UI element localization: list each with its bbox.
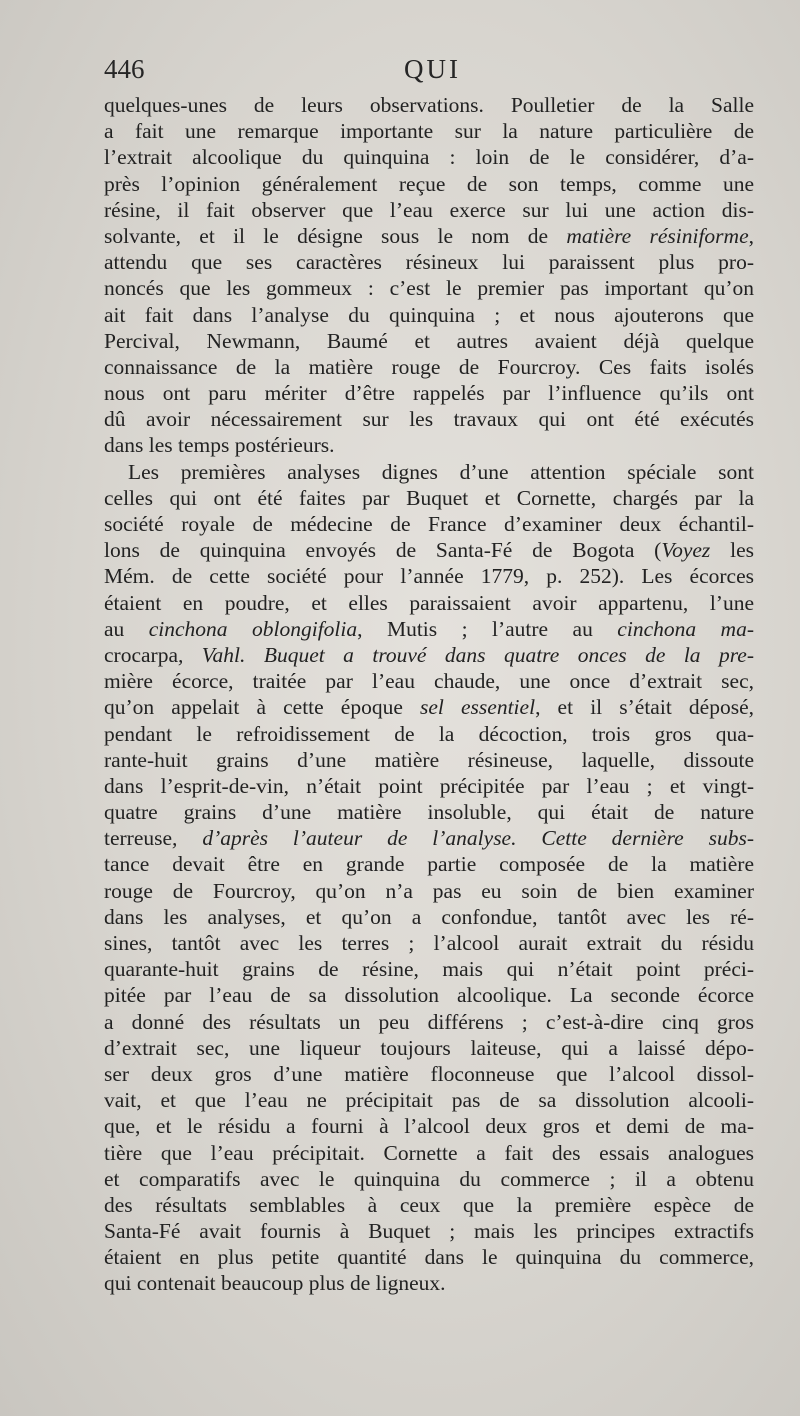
text-segment: noncés que les gommeux : c’est le premier pas important qu’on bbox=[104, 276, 754, 301]
text-line bbox=[104, 773, 754, 799]
text-line bbox=[104, 223, 754, 249]
text-segment: pitée par l’eau de sa dissolution alcoolique. La seconde écorce bbox=[104, 983, 754, 1008]
text-segment: résine, il fait observer que l’eau exerce sur lui une action dis- bbox=[104, 197, 754, 222]
text-line bbox=[104, 275, 754, 301]
text-line bbox=[104, 1087, 754, 1113]
text-line bbox=[104, 1140, 754, 1166]
text-segment: connaissance de la matière rouge de Fourcroy. Ces faits isolés bbox=[104, 354, 754, 379]
text-segment: ait fait dans l’analyse du quinquina ; et nous ajouterons que bbox=[104, 302, 754, 327]
italic-text: cinchona ma- bbox=[617, 616, 754, 641]
text-line bbox=[104, 642, 754, 668]
text-segment: crocarpa bbox=[104, 642, 178, 667]
text-line bbox=[104, 171, 754, 197]
italic-text: Voyez bbox=[661, 538, 711, 563]
text-segment: sines, tantôt avec les terres ; l’alcool aurait extrait du résidu bbox=[104, 931, 754, 955]
text-line bbox=[104, 1035, 754, 1061]
text-line bbox=[104, 721, 754, 747]
text-line bbox=[104, 459, 754, 485]
text-segment: des résultats semblables à ceux que la première espèce de bbox=[104, 1192, 754, 1217]
text-line bbox=[104, 92, 754, 118]
text-line bbox=[104, 328, 754, 354]
text-line bbox=[104, 694, 754, 720]
text-segment: ser deux gros d’une matière floconneuse que l’alcool dissol- bbox=[104, 1061, 754, 1086]
text-line bbox=[104, 1270, 754, 1296]
text-line bbox=[104, 982, 754, 1008]
text-segment: solvante, et il le désigne sous le nom de bbox=[104, 223, 567, 248]
body-text bbox=[104, 92, 754, 1297]
text-line bbox=[104, 1192, 754, 1218]
italic-text: matière résiniforme bbox=[566, 223, 749, 248]
text-segment: étaient en plus petite quantité dans le quinquina du commerce, bbox=[104, 1245, 754, 1270]
text-segment: dans les temps postérieurs. bbox=[104, 433, 335, 458]
text-segment: les bbox=[710, 538, 754, 563]
text-segment: tance devait être en grande partie composée de la matière bbox=[104, 852, 754, 877]
text-segment: quatre grains d’une matière insoluble, qui était de nature bbox=[104, 800, 754, 825]
text-segment: Santa-Fé avait fournis à Buquet ; mais les principes extractifs bbox=[104, 1219, 754, 1244]
text-line bbox=[104, 956, 754, 982]
text-line bbox=[104, 563, 754, 589]
text-segment: mière écorce, traitée par l’eau chaude, une once d’extrait sec, bbox=[104, 669, 754, 694]
text-segment: Mém. de cette société pour l’année 1779, p. 252). Les écorces bbox=[104, 564, 754, 589]
text-line bbox=[104, 799, 754, 825]
text-segment: tière que l’eau précipitait. Cornette a fait des essais analogues bbox=[104, 1140, 754, 1165]
text-line bbox=[104, 144, 754, 170]
text-line bbox=[104, 354, 754, 380]
text-segment: qui contenait beaucoup plus de ligneux. bbox=[104, 1271, 446, 1296]
text-line bbox=[104, 904, 754, 930]
text-segment: Les premières analyses dignes d’une attention spéciale sont bbox=[128, 459, 754, 484]
text-line bbox=[104, 590, 754, 616]
text-line bbox=[104, 1009, 754, 1035]
text-line bbox=[104, 1113, 754, 1139]
text-segment: d’extrait sec, une liqueur toujours laiteuse, qui a laissé dépo- bbox=[104, 1035, 754, 1060]
text-line bbox=[104, 1218, 754, 1244]
page-number: 446 bbox=[104, 54, 145, 84]
text-line bbox=[104, 851, 754, 877]
italic-text: sel essentiel bbox=[420, 695, 536, 720]
text-line bbox=[104, 406, 754, 432]
text-line bbox=[104, 432, 754, 458]
text-segment: pendant le refroidissement de la décoction, trois gros qua- bbox=[104, 721, 754, 746]
text-line bbox=[104, 1166, 754, 1192]
text-segment: que, et le résidu a fourni à l’alcool deux gros et demi de ma- bbox=[104, 1114, 754, 1139]
text-line bbox=[104, 537, 754, 563]
text-segment: dans l’esprit-de-vin, n’était point précipitée par l’eau ; et vingt- bbox=[104, 773, 754, 798]
text-segment: étaient en poudre, et elles paraissaient avoir appartenu, l’une bbox=[104, 590, 754, 615]
text-segment: quelques-unes de leurs observations. Poulletier de la Salle bbox=[104, 93, 754, 117]
text-segment: Percival, Newmann, Baumé et autres avaient déjà quelque bbox=[104, 328, 754, 353]
text-segment: l’extrait alcoolique du quinquina : loin de le considérer, d’a- bbox=[104, 145, 754, 170]
text-line bbox=[104, 249, 754, 275]
text-segment: celles qui ont été faites par Buquet et Cornette, chargés par la bbox=[104, 485, 754, 510]
text-segment: rouge de Fourcroy, qu’on n’a pas eu soin de bien examiner bbox=[104, 878, 754, 903]
text-line bbox=[104, 930, 754, 956]
italic-text: cinchona oblongifolia bbox=[148, 616, 358, 641]
running-head: QUI bbox=[404, 54, 461, 84]
text-segment: rante-huit grains d’une matière résineuse, laquelle, dissoute bbox=[104, 747, 754, 772]
text-segment: , Mutis ; l’autre au bbox=[357, 616, 618, 641]
text-line bbox=[104, 302, 754, 328]
text-segment: lons de quinquina envoyés de Santa-Fé de Bogota ( bbox=[104, 538, 662, 563]
text-line bbox=[104, 747, 754, 773]
text-segment: , bbox=[748, 223, 754, 248]
text-line bbox=[104, 1061, 754, 1087]
text-line bbox=[104, 485, 754, 511]
text-line bbox=[104, 118, 754, 144]
text-segment: société royale de médecine de France d’examiner deux échantil- bbox=[104, 512, 754, 536]
text-line bbox=[104, 825, 754, 851]
text-segment: dû avoir nécessairement sur les travaux qui ont été exécutés bbox=[104, 407, 754, 432]
text-segment: nous ont paru mériter d’être rappelés par l’influence qu’ils ont bbox=[104, 381, 754, 406]
text-segment: quarante-huit grains de résine, mais qui n’était point préci- bbox=[104, 957, 754, 982]
text-segment: près l’opinion généralement reçue de son temps, comme une bbox=[104, 171, 754, 196]
text-segment: qu’on appelait à cette époque bbox=[104, 695, 421, 720]
text-line bbox=[104, 511, 754, 537]
text-segment: dans les analyses, et qu’on a confondue, tantôt avec les ré- bbox=[104, 904, 754, 929]
text-segment: et comparatifs avec le quinquina du commerce ; il a obtenu bbox=[104, 1166, 754, 1191]
text-segment: , et il s’était déposé, bbox=[535, 695, 754, 720]
text-segment: au bbox=[104, 616, 149, 641]
text-line bbox=[104, 616, 754, 642]
text-segment: a donné des résultats un peu différens ; c’est-à-dire cinq gros bbox=[104, 1009, 754, 1034]
page-header bbox=[104, 54, 754, 94]
text-line bbox=[104, 1244, 754, 1270]
italic-text: , Vahl. Buquet a trouvé dans quatre onces de la pre- bbox=[178, 642, 754, 667]
text-segment: terreuse bbox=[104, 826, 173, 851]
text-line bbox=[104, 668, 754, 694]
text-line bbox=[104, 197, 754, 223]
italic-text: , d’après l’auteur de l’analyse. Cette dernière subs- bbox=[172, 826, 754, 851]
text-line bbox=[104, 878, 754, 904]
text-segment: vait, et que l’eau ne précipitait pas de sa dissolution alcooli- bbox=[104, 1088, 754, 1113]
text-line bbox=[104, 380, 754, 406]
text-segment: a fait une remarque importante sur la nature particulière de bbox=[104, 119, 754, 144]
text-segment: attendu que ses caractères résineux lui paraissent plus pro- bbox=[104, 250, 754, 275]
